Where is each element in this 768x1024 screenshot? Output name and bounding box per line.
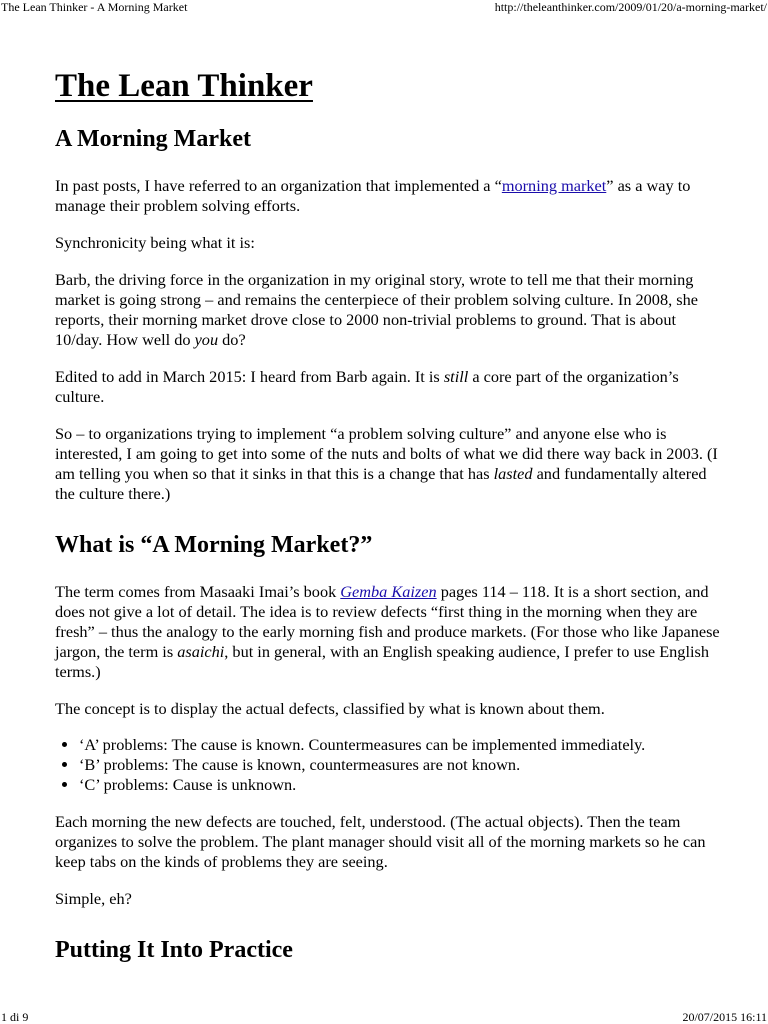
intro-paragraph: In past posts, I have referred to an organization that implemented a “morning market” as a way to manage their problem solving efforts.: [55, 176, 691, 215]
nuts-and-bolts-paragraph: So – to organizations trying to implement “a problem solving culture” and anyone else who is interested, I am going to get into some of the nuts and bolts of what we did there way back in 2003. (I am telling you when so that it sinks in that this is a change that has lasted and fundamentally altered the culture there.): [55, 424, 718, 503]
morning-market-link[interactable]: morning market: [501, 176, 607, 195]
barb-paragraph: Barb, the driving force in the organization in my original story, wrote to tell me that their morning market is going strong – and remains the centerpiece of their problem solving culture. In 2008, she reports, their morning market drove close to 2000 non-trivial problems to ground. That is about 10/day. How well do you do?: [55, 270, 698, 349]
each-morning-paragraph: Each morning the new defects are touched, felt, understood. (The actual objects). Then the team organizes to solve the problem. The plant manager should visit all of the morning markets so he can keep tabs on the kinds of problems they are seeing.: [55, 812, 706, 871]
defect-classification-list: [55, 735, 720, 795]
simple-paragraph: Simple, eh?: [55, 889, 132, 908]
term-paragraph: The term comes from Masaaki Imai’s book Gemba Kaizen pages 114 – 118. It is a short section, and does not give a lot of detail. The idea is to review defects “first thing in the morning when they are fresh” – thus the analogy to the early morning fish and produce markets. (For those who like Japanese jargon, the term is asaichi, but in general, with an English speaking audience, I prefer to use English terms.): [55, 582, 720, 681]
synchronicity-paragraph: Synchronicity being what it is:: [55, 233, 255, 252]
page-number: 1 di 9: [1, 1010, 29, 1024]
gemba-kaizen-link[interactable]: Gemba Kaizen: [340, 582, 437, 601]
print-page-title: The Lean Thinker - A Morning Market: [1, 0, 188, 14]
list-item: • ‘C’ problems: Cause is unknown.: [79, 775, 720, 795]
section-heading-putting-into-practice: Putting It Into Practice: [55, 937, 293, 963]
section-heading-morning-market: What is “A Morning Market?”: [55, 532, 373, 558]
print-url: http://theleanthinker.com/2009/01/20/a-morning-market/: [494, 0, 767, 14]
list-item: • ‘A’ problems: The cause is known. Countermeasures can be implemented immediately.: [79, 735, 720, 755]
post-title: A Morning Market: [55, 126, 251, 152]
print-timestamp: 20/07/2015 16:11: [682, 1010, 767, 1024]
edited-paragraph: Edited to add in March 2015: I heard from Barb again. It is still a core part of the organization’s culture.: [55, 367, 679, 406]
print-header: [0, 0, 768, 14]
article: [55, 66, 720, 965]
list-item: • ‘B’ problems: The cause is known, countermeasures are not known.: [79, 755, 720, 775]
print-footer: [0, 1010, 768, 1024]
concept-paragraph: The concept is to display the actual defects, classified by what is known about them.: [55, 699, 605, 718]
site-title[interactable]: The Lean Thinker: [55, 68, 313, 104]
